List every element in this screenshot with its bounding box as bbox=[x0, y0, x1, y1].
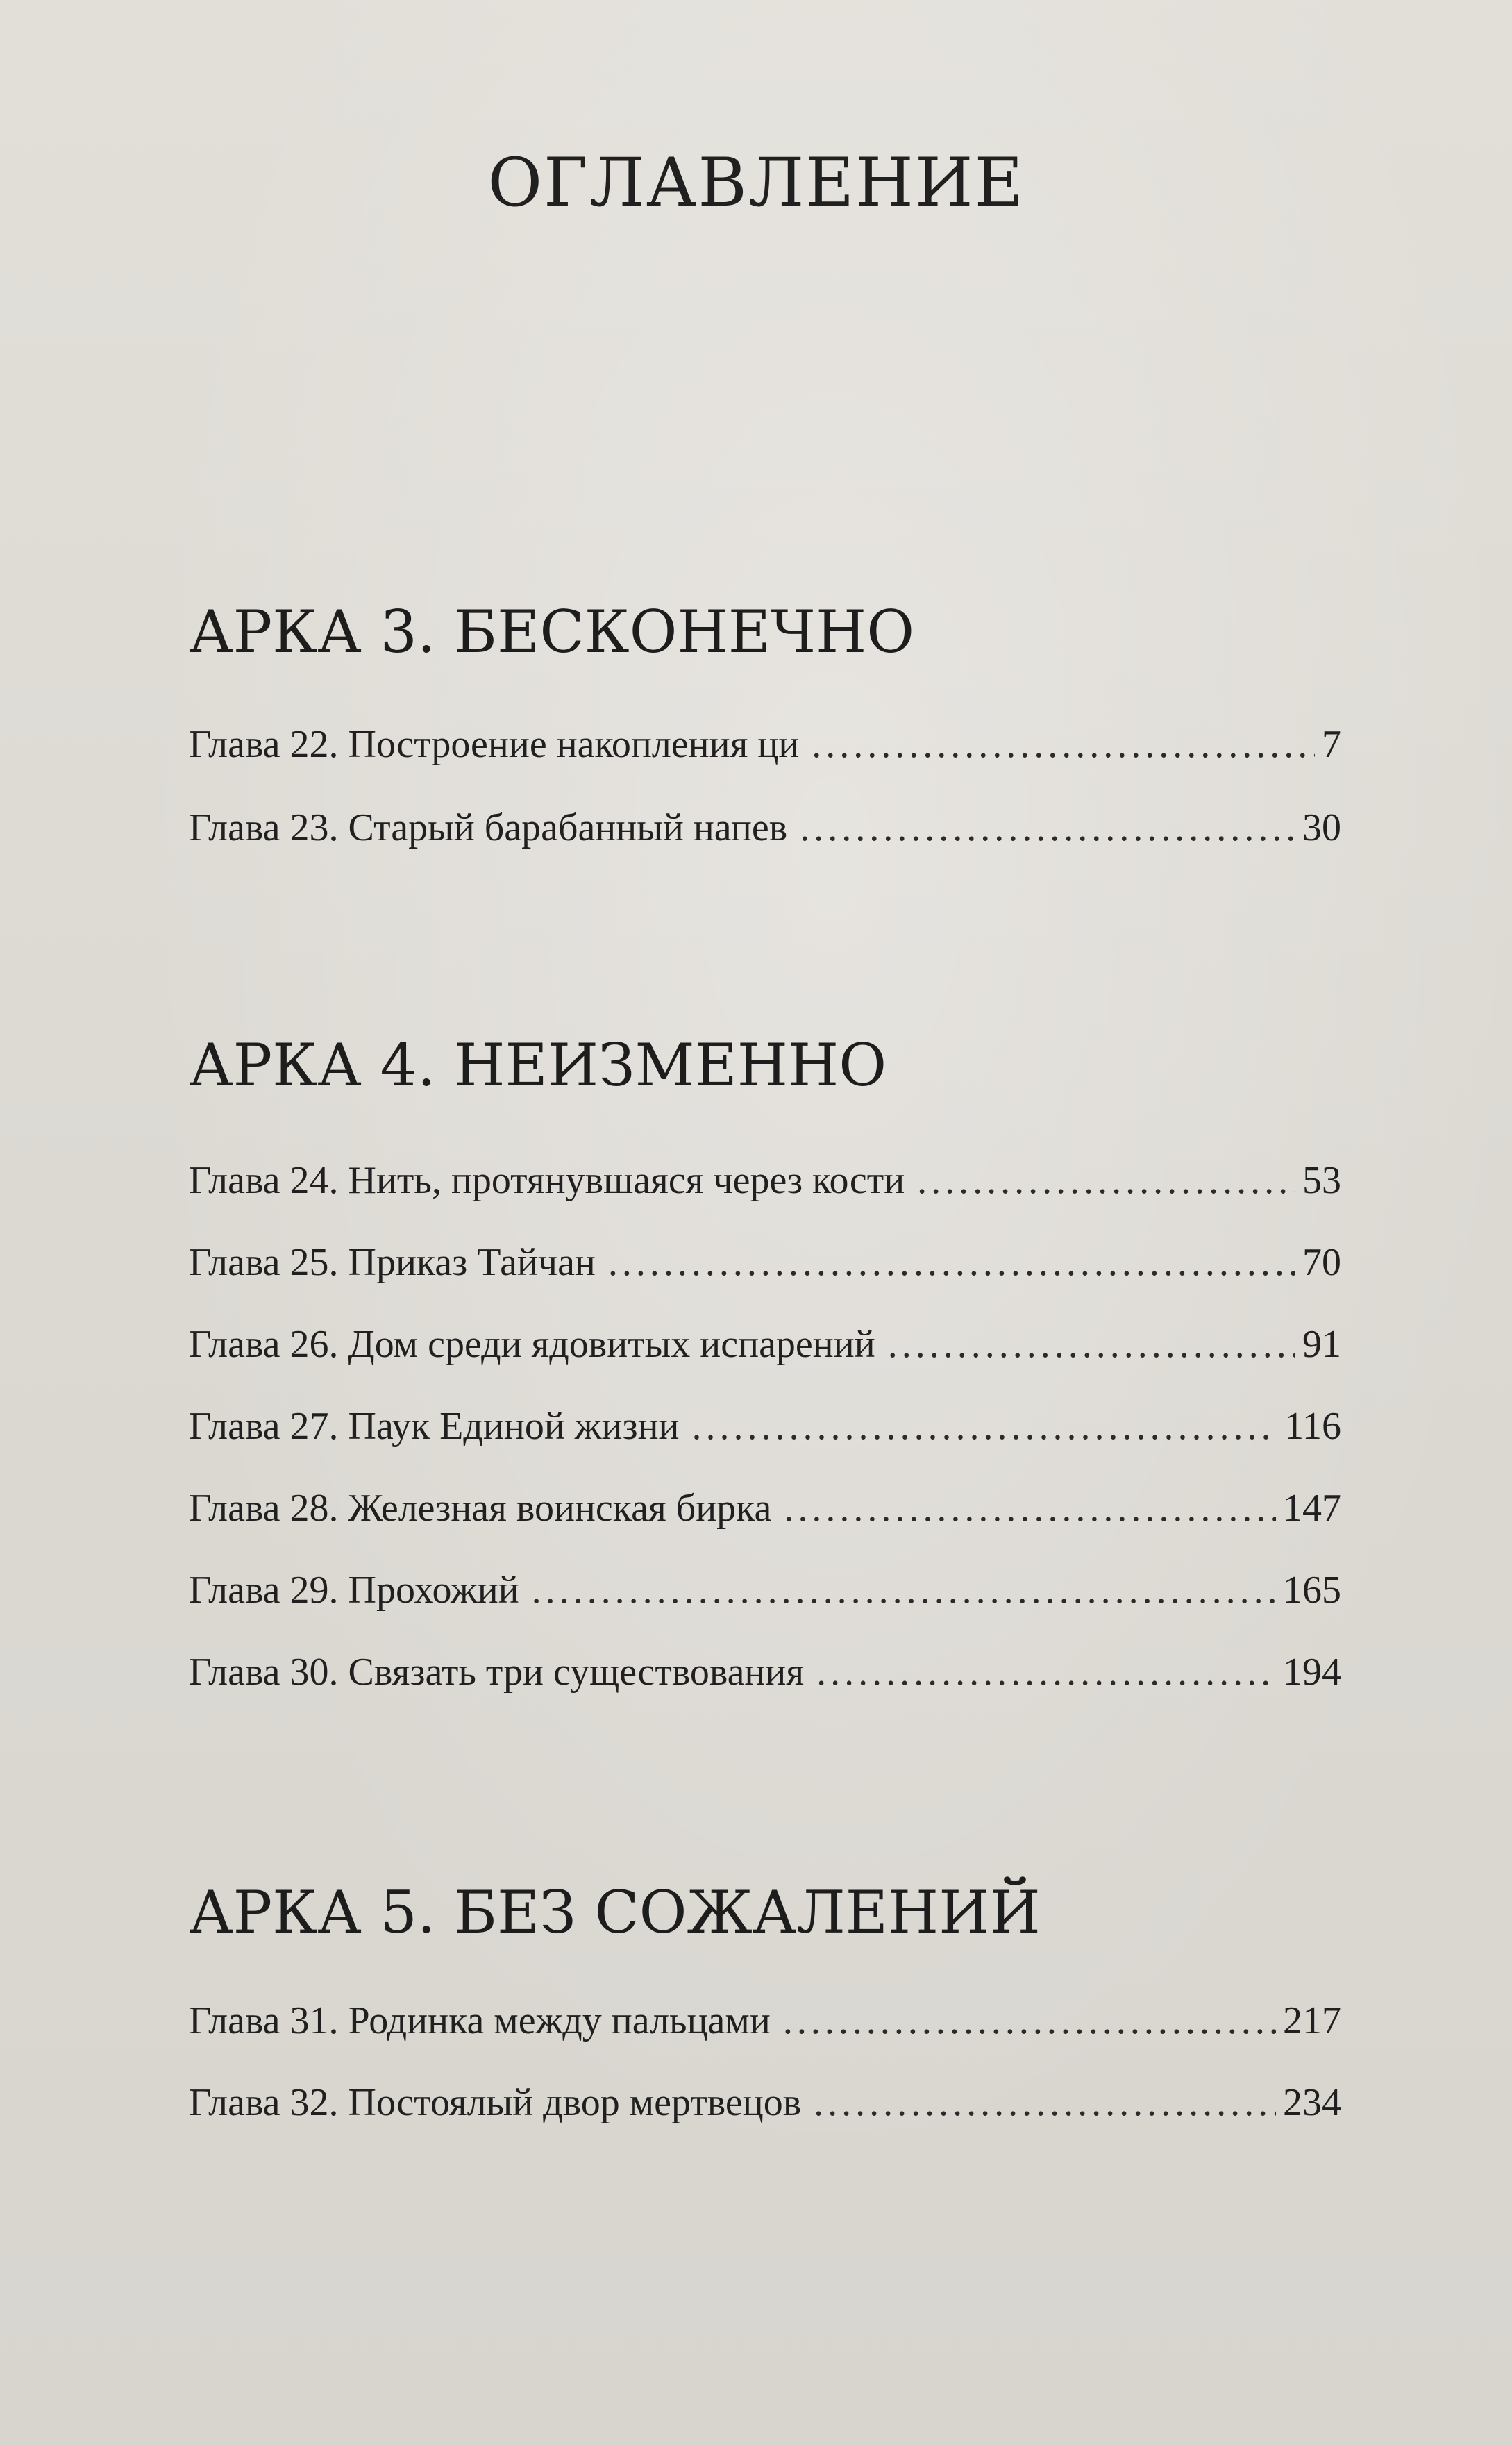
page-number: 194 bbox=[1283, 1651, 1341, 1694]
dot-leader bbox=[783, 2001, 1276, 2040]
page-number: 91 bbox=[1302, 1323, 1341, 1366]
page-number: 147 bbox=[1283, 1487, 1341, 1530]
toc-entry bbox=[189, 1489, 1341, 1528]
dot-leader bbox=[812, 725, 1315, 764]
page-number: 70 bbox=[1302, 1241, 1341, 1284]
dot-leader bbox=[608, 1243, 1295, 1282]
chapter-title: Глава 23. Старый барабанный напев bbox=[189, 806, 788, 849]
dot-leader bbox=[816, 1653, 1276, 1692]
toc-entry bbox=[189, 1571, 1341, 1610]
toc-entry bbox=[189, 808, 1341, 847]
chapter-title: Глава 31. Родинка между пальцами bbox=[189, 1999, 771, 2042]
page-number: 165 bbox=[1283, 1569, 1341, 1612]
toc-entry bbox=[189, 1325, 1341, 1364]
dot-leader bbox=[800, 808, 1295, 847]
dot-leader bbox=[532, 1571, 1276, 1610]
page-number: 217 bbox=[1283, 1999, 1341, 2042]
arc-heading: АРКА 5. БЕЗ СОЖАЛЕНИЙ bbox=[189, 1878, 1041, 1946]
chapter-title: Глава 27. Паук Единой жизни bbox=[189, 1405, 680, 1448]
chapter-title: Глава 32. Постоялый двор мертвецов bbox=[189, 2081, 802, 2124]
page-number: 53 bbox=[1302, 1159, 1341, 1202]
toc-entry bbox=[189, 2001, 1341, 2040]
toc-entry bbox=[189, 1243, 1341, 1282]
dot-leader bbox=[784, 1489, 1276, 1528]
chapter-title: Глава 25. Приказ Тайчан bbox=[189, 1241, 596, 1284]
arc-heading: АРКА 3. БЕСКОНЕЧНО bbox=[189, 598, 915, 666]
page-number: 234 bbox=[1283, 2081, 1341, 2124]
toc-entry bbox=[189, 1653, 1341, 1692]
dot-leader bbox=[814, 2083, 1276, 2122]
arc-heading: АРКА 4. НЕИЗМЕННО bbox=[189, 1031, 887, 1099]
page-number: 7 bbox=[1322, 723, 1341, 766]
chapter-title: Глава 26. Дом среди ядовитых испарений bbox=[189, 1323, 875, 1366]
chapter-title: Глава 30. Связать три существования bbox=[189, 1651, 805, 1694]
toc-entry bbox=[189, 2083, 1341, 2122]
toc-entry bbox=[189, 725, 1341, 764]
toc-entry bbox=[189, 1161, 1341, 1200]
chapter-title: Глава 28. Железная воинская бирка bbox=[189, 1487, 772, 1530]
page-title: ОГЛАВЛЕНИЕ bbox=[487, 144, 1025, 222]
dot-leader bbox=[917, 1161, 1295, 1200]
chapter-title: Глава 29. Прохожий bbox=[189, 1569, 519, 1612]
dot-leader bbox=[692, 1407, 1278, 1446]
page-number: 30 bbox=[1302, 806, 1341, 849]
page-number: 116 bbox=[1284, 1405, 1341, 1448]
chapter-title: Глава 24. Нить, протянувшаяся через кости bbox=[189, 1159, 905, 1202]
chapter-title: Глава 22. Построение накопления ци bbox=[189, 723, 800, 766]
dot-leader bbox=[888, 1325, 1295, 1364]
toc-entry bbox=[189, 1407, 1341, 1446]
